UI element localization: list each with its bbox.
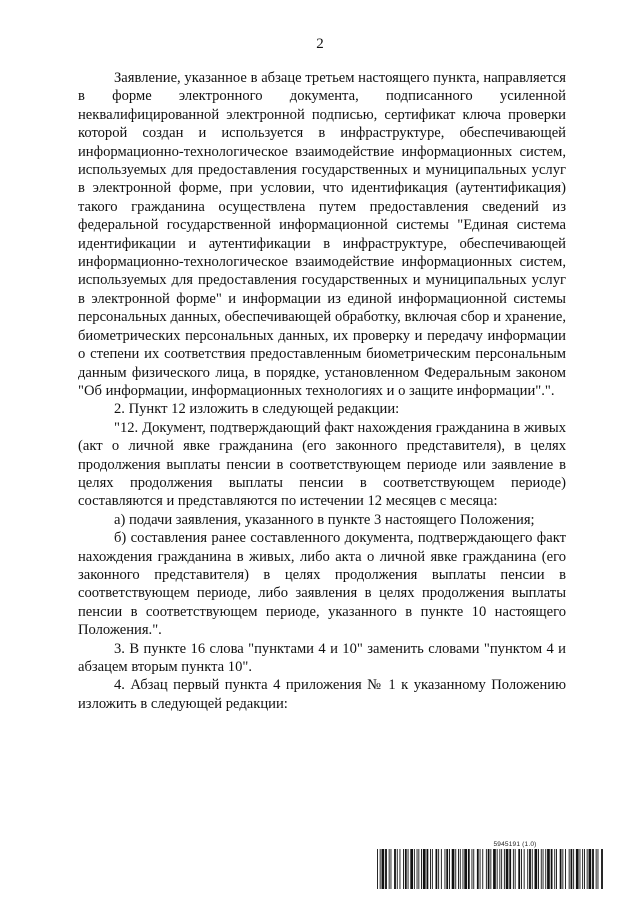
paragraph-item-4: 4. Абзац первый пункта 4 приложения № 1 к указанному Положению изложить в следующей редакции: [78,677,566,712]
paragraph-item-3: 3. В пункте 16 слова "пунктами 4 и 10" заменить словами "пунктом 4 и абзацем вторым пункта 10". [78,640,566,675]
barcode-block [377,841,603,889]
paragraph-item-2: 2. Пункт 12 изложить в следующей редакции: [114,401,400,418]
paragraph-application-signature: Заявление, указанное в абзаце третьем настоящего пункта, направляется в форме электронного документа, подписанного усиленной неквалифицированной электронной подписью, сертификат ключа проверки которой создан и используется в инфраструктуре, обеспечивающей информационно-технологическое взаимодействие информационных систем, используемых для предоставления государственных и муниципальных услуг в электронной форме, при условии, что идентификация (аутентификация) такого гражданина осуществлена путем предоставления сведений из федеральной государственной информационной системы "Единая система идентификации и аутентификации в инфраструктуре, обеспечивающей информационно-технологическое взаимодействие информационных систем, используемых для предоставления государственных и муниципальных услуг в электронной форме" и информации из единой информационной системы персональных данных, обеспечивающей обработку, включая сбор и хранение, биометрических персональных данных, их проверку и передачу информации о степени их соответствия предоставленным биометрическим персональным данным физического лица, в порядке, установленном Федеральным законом "Об информации, информационных технологиях и о защите информации".". [78,70,566,399]
paragraph-item-12: "12. Документ, подтверждающий факт нахождения гражданина в живых (акт о личной явке гражданина (его законного представителя), в целях продолжения выплаты пенсии в соответствующем периоде или заявление в целях продолжения выплаты пенсии в соответствующем периоде) составляются и представляются по истечении 12 месяцев с месяца: [78,419,566,510]
paragraph-subitem-a: а) подачи заявления, указанного в пункте 3 настоящего Положения; [114,511,535,528]
paragraph-subitem-b: б) составления ранее составленного документа, подтверждающего факт нахождения гражданина в живых, либо акта о личной явке гражданина (его законного представителя) в целях продолжения выплаты пенсии в соответствующем периоде, либо заявления в целях продолжения выплаты пенсии в соответствующем периоде, указанного в пункте 10 настоящего Положения.". [78,530,566,639]
page-number: 2 [316,36,324,52]
barcode-icon [377,849,603,889]
barcode-code: 5945191 (1.0) [493,841,537,848]
document-body [78,69,566,713]
